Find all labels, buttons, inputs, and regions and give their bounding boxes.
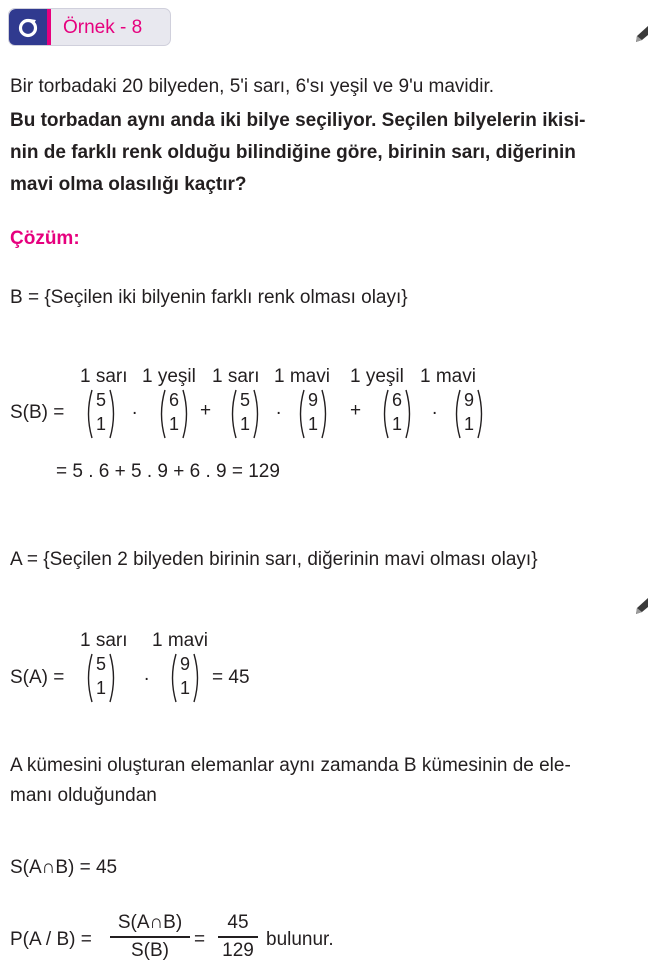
sb-label: 1 yeşil [142, 366, 196, 387]
binomial-top: 6 [168, 390, 179, 410]
equals-sign: = [194, 929, 206, 950]
fraction-denominator: S(B) [131, 940, 169, 961]
problem-question-line-2: nin de farklı renk olduğu bilindiğine göre, birinin sarı, diğerinin [10, 142, 576, 163]
plus-sign: + [350, 400, 362, 421]
fraction-denominator: 129 [222, 940, 254, 961]
sa-rhs: = 45 [212, 667, 250, 688]
binomial-top: 5 [95, 654, 106, 674]
problem-question-line-1: Bu torbadan aynı anda iki bilye seçiliyor. Seçilen bilyelerin ikisi- [10, 110, 586, 131]
pen-icon [634, 24, 648, 46]
example-title: Örnek - 8 [63, 17, 143, 38]
sb-label: 1 sarı [212, 366, 260, 387]
fraction-bar [110, 936, 190, 938]
binomial-bottom: 1 [391, 414, 402, 434]
binomial-5-1 [228, 388, 262, 440]
sb-label: 1 mavi [274, 366, 330, 387]
circle-arrow-icon [17, 17, 39, 39]
binomial-bottom: 1 [168, 414, 179, 434]
intersection-count: S(A∩B) = 45 [10, 857, 118, 878]
sb-label: 1 yeşil [350, 366, 404, 387]
sb-label: 1 sarı [80, 366, 128, 387]
badge-separator [47, 9, 51, 46]
mult-dot: . [144, 664, 150, 685]
binomial-bottom: 1 [179, 678, 190, 698]
fraction-bar [218, 936, 258, 938]
badge-icon-box [9, 9, 47, 46]
binomial-5-1 [84, 652, 118, 704]
binomial-bottom: 1 [95, 678, 106, 698]
binomial-6-1 [157, 388, 191, 440]
sb-label: 1 mavi [420, 366, 476, 387]
binomial-bottom: 1 [239, 414, 250, 434]
binomial-9-1 [296, 388, 330, 440]
fraction-numerator: 45 [227, 912, 249, 933]
binomial-bottom: 1 [307, 414, 318, 434]
sb-result: = 5 . 6 + 5 . 9 + 6 . 9 = 129 [56, 461, 280, 482]
pen-icon [634, 596, 648, 618]
binomial-bottom: 1 [463, 414, 474, 434]
sa-label: 1 sarı [80, 630, 128, 651]
prob-lhs: P(A / B) = [10, 929, 92, 950]
binomial-top: 5 [95, 390, 106, 410]
mult-dot: . [132, 398, 138, 419]
mult-dot: . [276, 398, 282, 419]
binomial-bottom: 1 [95, 414, 106, 434]
fraction-numerator: S(A∩B) [117, 912, 183, 933]
binomial-top: 6 [391, 390, 402, 410]
binomial-9-1 [452, 388, 486, 440]
sb-lhs: S(B) = [10, 402, 65, 423]
set-b-definition: B = {Seçilen iki bilyenin farklı renk olması olayı} [10, 287, 408, 308]
plus-sign: + [200, 400, 212, 421]
prob-tail: bulunur. [266, 929, 334, 950]
problem-question-line-3: mavi olma olasılığı kaçtır? [10, 174, 247, 195]
note-line-2: manı olduğundan [10, 785, 157, 806]
binomial-top: 9 [307, 390, 318, 410]
example-badge [8, 8, 171, 46]
problem-given: Bir torbadaki 20 bilyeden, 5'i sarı, 6'sı yeşil ve 9'u mavidir. [10, 76, 494, 97]
sa-lhs: S(A) = [10, 667, 65, 688]
set-a-definition: A = {Seçilen 2 bilyeden birinin sarı, diğerinin mavi olması olayı} [10, 549, 538, 570]
binomial-top: 9 [463, 390, 474, 410]
binomial-top: 5 [239, 390, 250, 410]
mult-dot: . [432, 398, 438, 419]
note-line-1: A kümesini oluşturan elemanlar aynı zamanda B kümesinin de ele- [10, 755, 571, 776]
binomial-top: 9 [179, 654, 190, 674]
solution-heading: Çözüm: [10, 228, 80, 249]
binomial-9-1 [168, 652, 202, 704]
binomial-5-1 [84, 388, 118, 440]
binomial-6-1 [380, 388, 414, 440]
sa-label: 1 mavi [152, 630, 208, 651]
